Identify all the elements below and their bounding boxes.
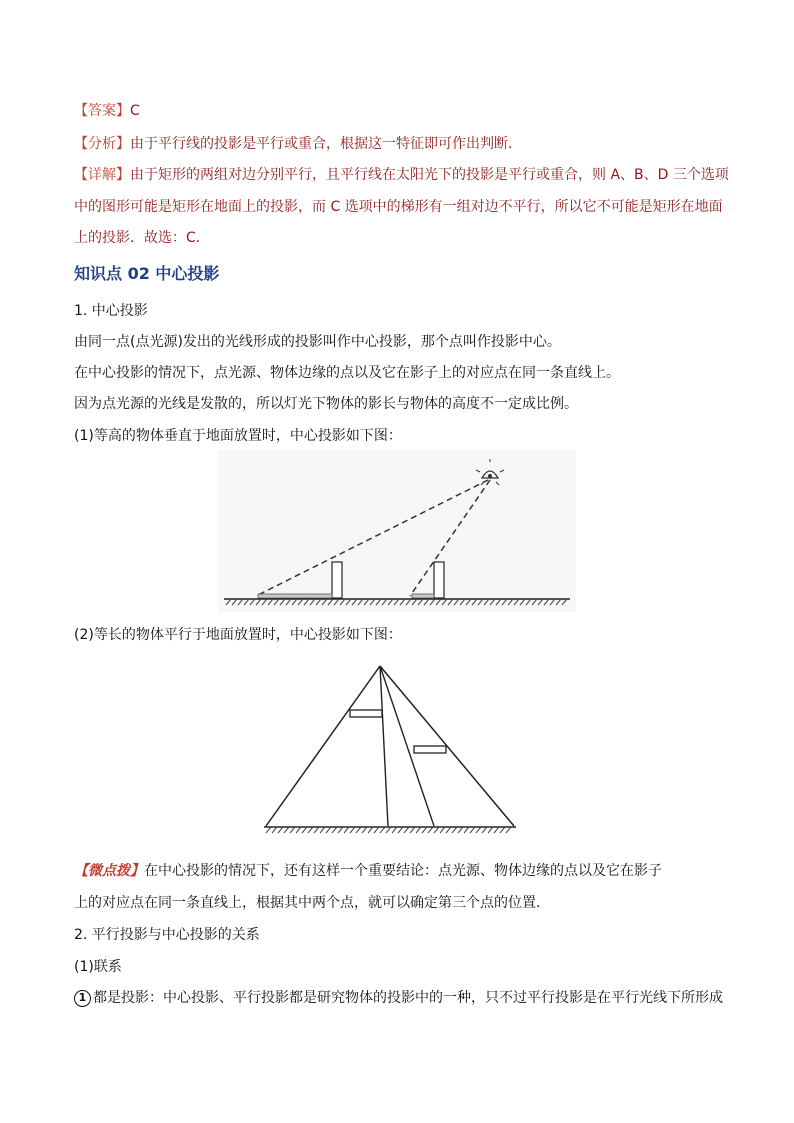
hatch-mark <box>272 827 277 833</box>
figure-horizontal-objects <box>262 660 518 840</box>
hatch-mark <box>410 827 415 833</box>
hatch-mark <box>446 827 451 833</box>
hatch-mark <box>470 827 475 833</box>
hatch-mark <box>452 827 457 833</box>
ray-right-outer <box>380 666 514 826</box>
section1-case-1: (1)等高的物体垂直于地面放置时，中心投影如下图： <box>74 428 402 444</box>
hatch-mark <box>362 827 367 833</box>
hatch-mark <box>482 827 487 833</box>
hatch-mark <box>434 827 439 833</box>
shadow-1 <box>258 594 332 598</box>
hatch-mark <box>422 827 427 833</box>
hatch-mark <box>344 827 349 833</box>
analysis-label: 【分析】 <box>74 136 130 152</box>
hatch-mark <box>392 827 397 833</box>
tip-line-1 <box>74 861 662 881</box>
hatch-mark <box>380 827 385 833</box>
hatch-mark <box>290 827 295 833</box>
hatch-mark <box>488 827 493 833</box>
horizontal-object-2 <box>414 746 446 753</box>
hatch-mark <box>458 827 463 833</box>
ray-inner-1 <box>380 666 388 826</box>
detail-label: 【详解】 <box>74 167 130 183</box>
hatch-mark <box>350 827 355 833</box>
hatch-mark <box>356 827 361 833</box>
tip-text-2: 上的对应点在同一条直线上，根据其中两个点，就可以确定第三个点的位置. <box>74 895 541 911</box>
hatch-mark <box>284 827 289 833</box>
figure-vertical-objects <box>218 450 576 612</box>
analysis-text: 由于平行线的投影是平行或重合，根据这一特征即可作出判断． <box>130 136 522 152</box>
section1-heading: 1. 中心投影 <box>74 303 148 319</box>
hatch-mark <box>314 827 319 833</box>
detail-text-2: 中的图形可能是矩形在地面上的投影，而 C 选项中的梯形有一组对边不平行，所以它不可能是矩形在地面 <box>74 199 723 215</box>
shadow-2 <box>412 594 434 598</box>
hatch-mark <box>506 827 511 833</box>
circled-number-icon: 1 <box>74 990 91 1007</box>
detail-line-1 <box>74 165 729 185</box>
hatch-mark <box>404 827 409 833</box>
hatch-mark <box>464 827 469 833</box>
hatch-mark <box>368 827 373 833</box>
section2-item-1 <box>74 988 723 1008</box>
hatch-mark <box>500 827 505 833</box>
hatch-mark <box>428 827 433 833</box>
section1-paragraph-3: 因为点光源的光线是发散的，所以灯光下物体的影长与物体的高度不一定成比例。 <box>74 396 578 412</box>
hatch-mark <box>320 827 325 833</box>
hatch-mark <box>476 827 481 833</box>
hatch-mark <box>398 827 403 833</box>
section1-paragraph-1: 由同一点(点光源)发出的光线形成的投影叫作中心投影，那个点叫作投影中心。 <box>74 334 561 350</box>
detail-text-3: 上的投影．故选：C． <box>74 230 210 246</box>
tip-text-1: 在中心投影的情况下，还有这样一个重要结论：点光源、物体边缘的点以及它在影子 <box>144 863 662 879</box>
hatch-mark <box>308 827 313 833</box>
ray-left-outer <box>266 666 380 826</box>
section2-sub-1: (1)联系 <box>74 959 122 975</box>
answer-label: 【答案】 <box>74 103 130 119</box>
hatch-mark <box>338 827 343 833</box>
hatch-mark <box>374 827 379 833</box>
hatch-mark <box>440 827 445 833</box>
horizontal-object-1 <box>350 710 382 717</box>
vertical-object-1 <box>332 562 342 598</box>
detail-text-1: 由于矩形的两组对边分别平行，且平行线在太阳光下的投影是平行或重合，则 A、B、D 三个选项 <box>130 167 729 183</box>
hatch-mark <box>296 827 301 833</box>
tip-label: 【微点拨】 <box>74 863 144 879</box>
section1-case-2: (2)等长的物体平行于地面放置时，中心投影如下图： <box>74 627 402 643</box>
hatch-mark <box>278 827 283 833</box>
hatch-mark <box>494 827 499 833</box>
section1-paragraph-2: 在中心投影的情况下，点光源、物体边缘的点以及它在影子上的对应点在同一条直线上。 <box>74 365 620 381</box>
hatch-mark <box>386 827 391 833</box>
answer-value: C <box>130 103 140 119</box>
hatch-mark <box>302 827 307 833</box>
hatch-mark <box>332 827 337 833</box>
hatch-mark <box>266 827 271 833</box>
hatch-mark <box>416 827 421 833</box>
ground-hatching-2 <box>266 827 511 833</box>
vertical-object-2 <box>434 562 444 598</box>
section2-heading: 2. 平行投影与中心投影的关系 <box>74 927 260 943</box>
analysis-line <box>74 134 522 154</box>
knowledge-point-heading: 知识点 02 中心投影 <box>74 264 220 283</box>
hatch-mark <box>326 827 331 833</box>
answer-line <box>74 101 140 121</box>
section2-item-1-text: 都是投影：中心投影、平行投影都是研究物体的投影中的一种，只不过平行投影是在平行光线下所形成 <box>93 990 723 1006</box>
